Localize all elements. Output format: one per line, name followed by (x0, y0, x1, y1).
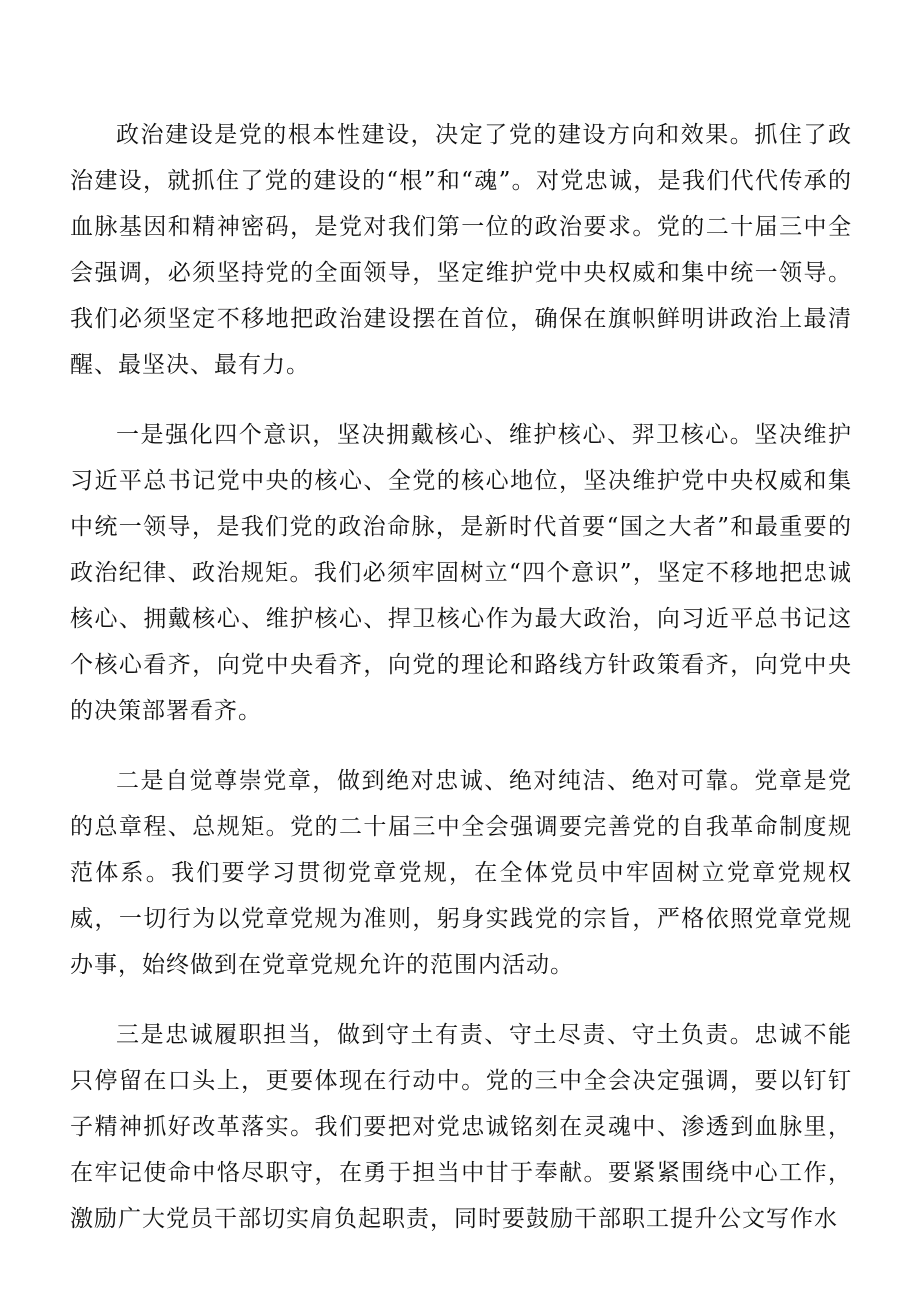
document-body (70, 112, 852, 1266)
paragraph-political-construction: 政治建设是党的根本性建设，决定了党的建设方向和效果。抓住了政治建设，就抓住了党的建设的“根”和“魂”。对党忠诚，是我们代代传承的血脉基因和精神密码，是党对我们第一位的政治要求。党的二十届三中全会强调，必须坚持党的全面领导，坚定维护党中央权威和集中统一领导。我们必须坚定不移地把政治建设摆在首位，确保在旗帜鲜明讲政治上最清醒、最坚决、最有力。 (70, 122, 852, 378)
paragraph-loyal-duty: 三是忠诚履职担当，做到守土有责、守土尽责、守土负责。忠诚不能只停留在口头上，更要体现在行动中。党的三中全会决定强调，要以钉钉子精神抓好改革落实。我们要把对党忠诚铭刻在灵魂中、渗透到血脉里，在牢记使命中恪尽职守，在勇于担当中甘于奉献。要紧紧围绕中心工作，激励广大党员干部切实肩负起职责，同时要鼓励干部职工提升公文写作水 (70, 1022, 852, 1232)
paragraph-four-consciousness: 一是强化四个意识，坚决拥戴核心、维护核心、羿卫核心。坚决维护习近平总书记党中央的核心、全党的核心地位，坚决维护党中央权威和集中统一领导，是我们党的政治命脉，是新时代首要“国之大者”和最重要的政治纪律、政治规矩。我们必须牢固树立“四个意识”，坚定不移地把忠诚核心、拥戴核心、维护核心、捍卫核心作为最大政治，向习近平总书记这个核心看齐，向党中央看齐，向党的理论和路线方针政策看齐，向党中央的决策部署看齐。 (70, 422, 852, 724)
paragraph-party-constitution: 二是自觉尊崇党章，做到绝对忠诚、绝对纯洁、绝对可靠。党章是党的总章程、总规矩。党的二十届三中全会强调要完善党的自我革命制度规范体系。我们要学习贯彻党章党规，在全体党员中牢固树立党章党规权威，一切行为以党章党规为准则，躬身实践党的宗旨，严格依照党章党规办事，始终做到在党章党规允许的范围内活动。 (70, 768, 852, 978)
